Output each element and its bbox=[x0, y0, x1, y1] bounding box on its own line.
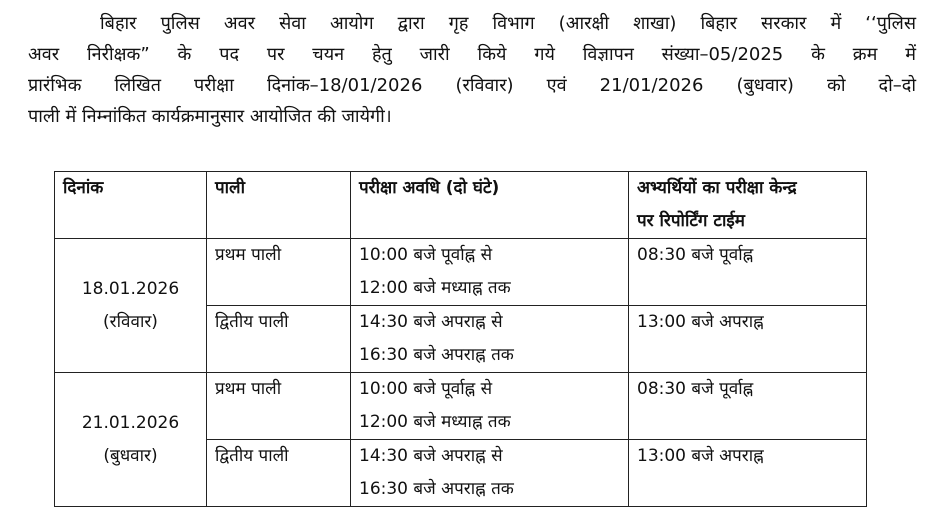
reporting-cell: 08:30 बजे पूर्वाह्न bbox=[629, 373, 867, 440]
duration-end: 12:00 बजे मध्याह्न तक bbox=[359, 278, 511, 298]
shift-cell: प्रथम पाली bbox=[207, 373, 351, 440]
day-value: (रविवार) bbox=[103, 311, 158, 332]
notice-paragraph bbox=[28, 8, 916, 132]
date-cell bbox=[55, 373, 207, 507]
shift-cell: द्वितीय पाली bbox=[207, 440, 351, 507]
duration-end: 16:30 बजे अपराह्न तक bbox=[359, 345, 514, 365]
page-bottom-edge bbox=[0, 521, 944, 531]
shift-cell: प्रथम पाली bbox=[207, 239, 351, 306]
header-reporting-line-1: अभ्यर्थियों का परीक्षा केन्द्र bbox=[637, 178, 797, 198]
header-date: दिनांक bbox=[55, 172, 207, 239]
date-cell bbox=[55, 239, 207, 373]
duration-start: 14:30 बजे अपराह्न से bbox=[359, 312, 503, 332]
duration-cell bbox=[351, 239, 629, 306]
paragraph-line: प्रारंभिक लिखित परीक्षा दिनांक–18/01/2026 (रविवार) एवं 21/01/2026 (बुधवार) को दो–दो bbox=[28, 75, 916, 96]
duration-start: 10:00 बजे पूर्वाह्न से bbox=[359, 245, 493, 265]
date-value: 18.01.2026 bbox=[81, 278, 180, 299]
paragraph-line: अवर निरीक्षक” के पद पर चयन हेतु जारी किये गये विज्ञापन संख्या–05/2025 के क्रम में bbox=[28, 44, 916, 65]
header-reporting-time bbox=[629, 172, 867, 239]
duration-cell bbox=[351, 373, 629, 440]
shift-cell: द्वितीय पाली bbox=[207, 306, 351, 373]
exam-schedule-table bbox=[54, 171, 867, 507]
date-value: 21.01.2026 bbox=[81, 412, 180, 433]
reporting-cell: 13:00 बजे अपराह्न bbox=[629, 440, 867, 507]
duration-start: 10:00 बजे पूर्वाह्न से bbox=[359, 379, 493, 399]
header-shift: पाली bbox=[207, 172, 351, 239]
header-reporting-line-2: पर रिपोर्टिंग टाईम bbox=[637, 211, 745, 231]
paragraph-line: पाली में निम्नांकित कार्यक्रमानुसार आयोजित की जायेगी। bbox=[28, 106, 392, 127]
reporting-cell: 08:30 बजे पूर्वाह्न bbox=[629, 239, 867, 306]
duration-end: 16:30 बजे अपराह्न तक bbox=[359, 479, 514, 499]
day-value: (बुधवार) bbox=[103, 445, 158, 466]
table-row bbox=[55, 239, 867, 306]
reporting-cell: 13:00 बजे अपराह्न bbox=[629, 306, 867, 373]
table-header-row bbox=[55, 172, 867, 239]
duration-cell bbox=[351, 306, 629, 373]
paragraph-line: बिहार पुलिस अवर सेवा आयोग द्वारा गृह विभाग (आरक्षी शाखा) बिहार सरकार में ‘‘पुलिस bbox=[100, 13, 916, 34]
duration-start: 14:30 बजे अपराह्न से bbox=[359, 446, 503, 466]
table-row bbox=[55, 373, 867, 440]
duration-cell bbox=[351, 440, 629, 507]
header-duration: परीक्षा अवधि (दो घंटे) bbox=[351, 172, 629, 239]
duration-end: 12:00 बजे मध्याह्न तक bbox=[359, 412, 511, 432]
